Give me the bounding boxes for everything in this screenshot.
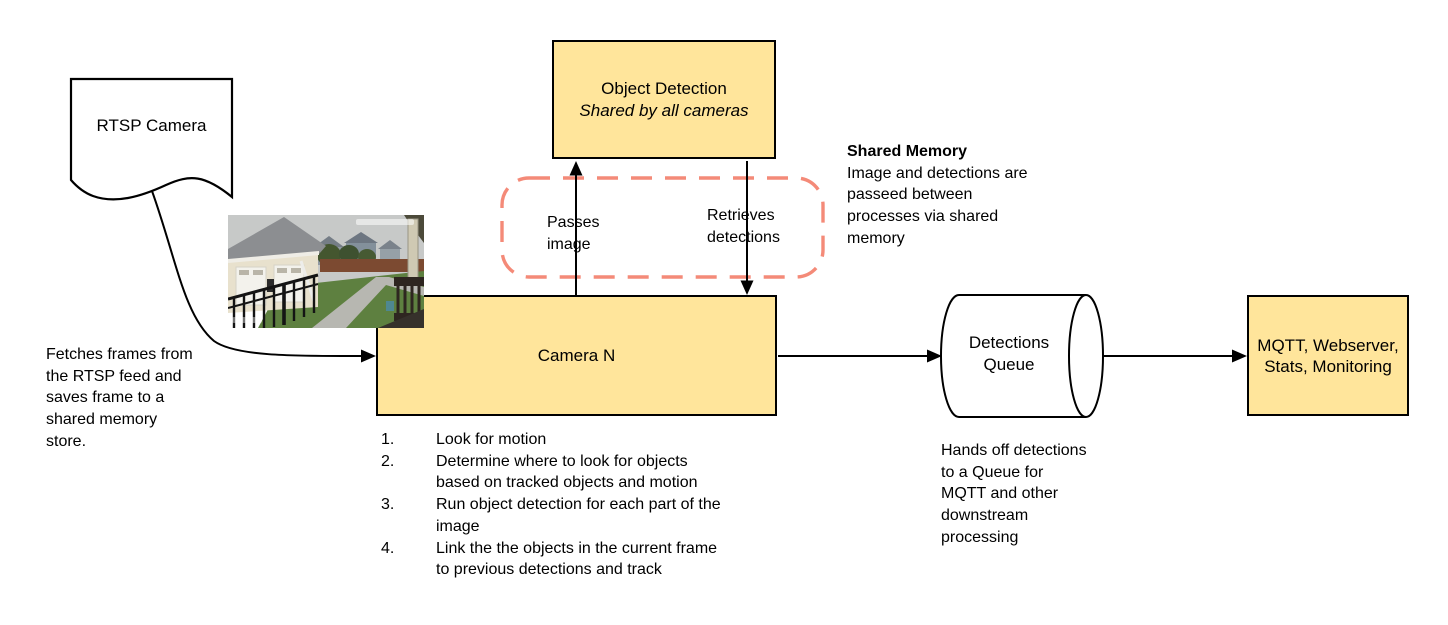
object-detection-subtitle: Shared by all cameras	[579, 100, 749, 120]
step-number: 2.	[381, 452, 395, 470]
shared-memory-note	[847, 141, 1028, 250]
hands-off-line: Hands off detections	[941, 442, 1087, 459]
hands-off-line: downstream	[941, 507, 1029, 525]
object-detection-node	[552, 40, 776, 159]
fetches-line: Fetches frames from	[46, 346, 193, 363]
shared-memory-line: processes via shared	[847, 208, 999, 226]
step-line: Look for motion	[436, 431, 547, 448]
fetches-frames-note	[46, 344, 193, 453]
detections-queue-label	[936, 332, 1082, 376]
hands-off-note	[941, 440, 1087, 549]
camera-step-4	[381, 538, 721, 581]
passes-image-line2: image	[547, 235, 591, 253]
camera-steps-list	[381, 429, 721, 581]
fetches-line: shared memory	[46, 411, 158, 429]
camera-snapshot	[228, 215, 424, 328]
rtsp-camera-label: RTSP Camera	[96, 116, 207, 135]
snapshot-label-osd	[232, 317, 262, 323]
passes-image-line1: Passes	[547, 214, 600, 231]
passes-image-arrowhead	[570, 161, 583, 176]
camera-n-label: Camera N	[537, 345, 616, 365]
camera-step-1	[381, 429, 721, 451]
object-detection-title: Object Detection	[601, 78, 727, 98]
retrieves-detections-arrowhead	[741, 281, 754, 296]
outputs-line1: MQTT, Webserver,	[1257, 335, 1399, 355]
step-number: 1.	[381, 431, 395, 448]
queue-label-line1: Detections	[968, 333, 1050, 352]
step-number: 3.	[381, 496, 395, 514]
snapshot-timestamp-osd	[356, 219, 414, 225]
shared-memory-line: Image and detections are	[847, 164, 1028, 182]
camera-step-3	[381, 494, 721, 537]
hands-off-line: processing	[941, 528, 1019, 546]
step-text	[436, 494, 721, 537]
step-line: Determine where to look for objects	[436, 452, 688, 470]
shared-memory-title: Shared Memory	[847, 143, 968, 160]
step-line: Link the the objects in the current frame	[436, 539, 718, 557]
rtsp-document-shape	[71, 79, 232, 199]
step-number: 4.	[381, 539, 395, 557]
step-line: to previous detections and track	[436, 561, 662, 579]
camera-step-2	[381, 451, 721, 494]
fetches-line: the RTSP feed and	[46, 367, 182, 385]
passes-image-label	[547, 212, 599, 255]
shared-memory-line: passeed between	[847, 186, 973, 204]
fetches-line: saves frame to a	[46, 389, 165, 407]
camera-snapshot-art	[228, 215, 424, 328]
hands-off-line: MQTT and other	[941, 485, 1059, 503]
step-text	[436, 451, 698, 494]
fetches-line: store.	[46, 432, 87, 450]
retrieves-detections-label	[707, 205, 780, 248]
outputs-line2: Stats, Monitoring	[1264, 356, 1392, 376]
step-text	[436, 429, 546, 451]
retrieves-line2: detections	[707, 228, 780, 246]
queue-label-line2: Queue	[983, 355, 1035, 374]
camera-n-node	[376, 295, 777, 416]
queue-to-outputs-arrowhead	[1232, 350, 1247, 363]
step-line: Run object detection for each part of the	[436, 496, 721, 514]
step-text	[436, 538, 717, 581]
outputs-node	[1247, 295, 1409, 416]
shared-memory-line: memory	[847, 229, 905, 247]
fetch-frames-arrowhead	[361, 350, 376, 363]
hands-off-line: to a Queue for	[941, 463, 1044, 481]
step-line: based on tracked objects and motion	[436, 474, 698, 492]
step-line: image	[436, 517, 480, 535]
retrieves-line1: Retrieves	[707, 207, 775, 224]
